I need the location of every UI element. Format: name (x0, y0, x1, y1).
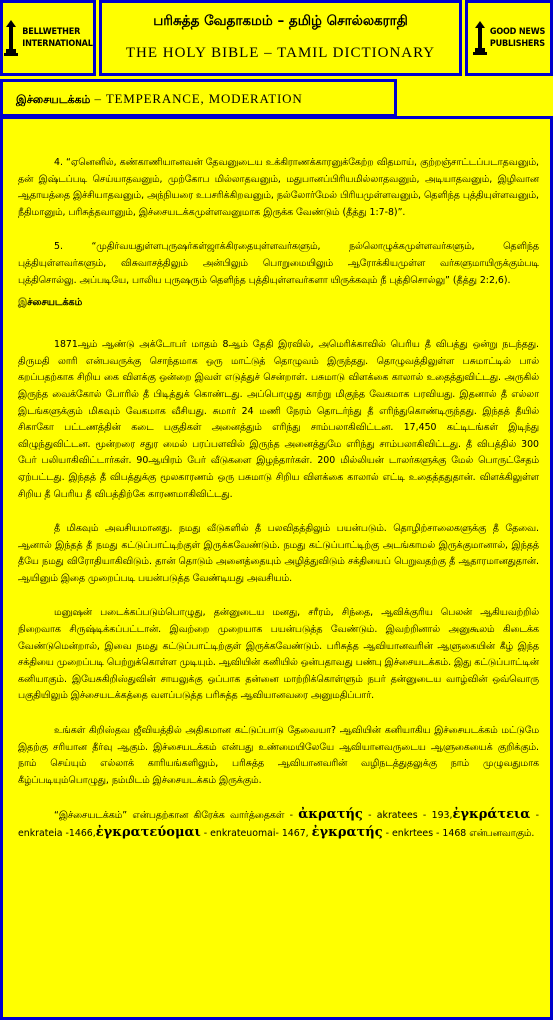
story-paragraph: 1871ஆம் ஆண்டு அக்டோபர் மாதம் 8ஆம் தேதி இரவில், அமெரிக்காவில் பெரிய தீ விபத்து ஒன்று நடந்தது. திருமதி லாரி என்பவருக்கு சொந்தமாக ஒரு மாட்டுத் தொழுவம் இருந்தது. தொழுவத்திலுள்ள பசுமாட்டில் பால் கறப்பதற்காக சிறிய கை விளக்கு ஒன்றை இவள் எடுத்துச் சென்றாள். பசுமாடு விளக்கை காலால் உதைத்துவிட்டது. அருகில் இருந்த வைக்கோல் போரில் தீ பிடித்துக் கொண்டது. அப்பொழுது காற்று மிகுந்த வேகமாக பரவியது. இதனால் தீ எல்லா இடங்களுக்கும் மிகவும் வேகமாக வீசியது. சுமார் 24 மணி நேரம் தொடர்ந்து தீ எரிந்துகொண்டிருந்தது. இந்தத் தீயில் சிகாகோ பட்டணத்தின் கடை பகுதிகள் அனைத்தும் எரிந்து சாம்பலாகிவிட்டன. 17,450 கட்டிடங்கள் இடிந்து விழுந்துவிட்டன. மூன்றரை சதுர மைல் பரப்பளவில் இருந்த அனைத்துமே எரிந்து சாம்பலாகிவிட்டது. தீ விபத்தில் 300 பேர் பலியாகிவிட்டார்கள். 90ஆயிரம் பேர் வீடுகளை இழந்தார்கள். 200 மில்லியன் டாலர்களுக்கு மேல் பொருட்சேதம் ஏற்பட்டது. இந்தத் தீ விபத்துக்கு மூலகாரணம் ஒரு பசுமாடு சிறிய விளக்கை காலால் எட்டி உதைத்ததுதான். விளக்கிலுள்ள சிறிய தீ பெரிய தீ விபத்திற்கே காரணமாகிவிட்டது. (18, 339, 539, 500)
topic-bar (0, 79, 397, 117)
greek-word-4: ἐγκρατής (311, 825, 383, 840)
translit-4: - enkrtees - 1468 என்பனவாகும். (382, 828, 535, 839)
topic-heading (16, 91, 303, 108)
logo-right-line1: GOOD NEWS (489, 27, 546, 37)
title-english: THE HOLY BIBLE – TAMIL DICTIONARY (125, 45, 436, 61)
title-tamil: பரிசுத்த வேதாகமம் – தமிழ் சொல்லகராதி (153, 13, 408, 29)
verse-paragraph-2: 5. “முதிர்வயதுள்ளபுருஷர்கள்ஜாக்கிரதையுள்ளவர்களும், நல்லொழுக்கமுள்ளவர்களும், தெளிந்த புத்தியுள்ளவர்களும், விசுவாசத்திலும் அன்பிலும் பொறுமையிலும் ஆரோக்கியமுள்ள வர்களுமாயிருக்கும்படி புத்திசொல்லு. அப்படியே, பாலிய புருஷரும் தெளிந்த புத்தியுள்ளவர்களா யிருக்கவும் நீ புத்திசொல்லு” (தீத்து 2:2,6). (18, 241, 539, 286)
greek-word-3: ἐγκρατεύομαι (95, 825, 201, 840)
topic-dash: – (90, 91, 106, 106)
logo-left-line1: BELLWETHER (22, 27, 81, 37)
greek-word-1: ἀκρατής (298, 807, 363, 823)
logo-left-line2: INTERNATIONAL (22, 39, 93, 49)
translit-2: - enkrateia -1466, (18, 810, 539, 839)
greek-word-2: ἐγκράτεια (452, 807, 531, 823)
translit-1: - akratees - 193, (362, 810, 453, 822)
greek-intro: “இச்சையடக்கம்” என்பதற்கான கிரேக்க வார்த்தைகள் - (54, 810, 299, 822)
translit-3: - enkrateuomai- 1467, (200, 828, 312, 839)
creation-paragraph: மனுஷன் படைக்கப்படும்பொழுது, தன்னுடைய மனது, சரீரம், சிந்தை, ஆவிக்குரிய பெலன் ஆகியவற்றில் நிறைவாக சிருஷ்டிக்கப்பட்டான். இவற்றை முறையாக பயன்படுத்த வேண்டும். இவற்றினால் அனுகூலம் கிடைக்க வேண்டுமென்றால், இவை நமது கட்டுப்பாட்டிற்குள் இருக்கவேண்டும். பரிசுத்த ஆவியானவரின் ஆளுகையின் கீழ் இந்த சக்தியை முறைப்படி பெற்றுக்கொள்ள முடியும். ஆவியின் கனியில் ஒன்பதாவது பண்பு இச்சையடக்கம். இது கட்டுப்பாட்டின் கனியாகும். இயேசுகிறிஸ்துவின் சாயலுக்கு ஒப்பாக தன்னை மாற்றிக்கொள்ளும் நபர் தன்னுடைய வாழ்வின் ஒவ்வொரு பகுதியிலும் இச்சையடக்கத்தை வளப்படுத்த பரிசுத்த ஆவியானவரை அனுமதிப்பார். (18, 607, 539, 702)
lamp-icon (3, 18, 19, 58)
content-area (0, 116, 553, 1020)
fire-paragraph: தீ மிகவும் அவசியமானது. நமது வீடுகளில் தீ பலவிதத்திலும் பயன்படும். தொழிற்சாலைகளுக்கு தீ தேவை. ஆனால் இந்தத் தீ நமது கட்டுப்பாட்டிற்குள் இருக்கவேண்டும். நமது கட்டுப்பாட்டிற்கு அடங்காமல் இருக்குமானால், இந்தத் தீயே நமது விரோதியாகிவிடும். தான் தொடும் அனைத்தையும் அழித்துவிடும் சக்தியைப் பெறுவதற்கு தீ ஆதாரமானதுதான். ஆயினும் இதை முறைப்படி பயன்படுத்த வேண்டியது அவசியம். (18, 523, 539, 584)
lamp-icon (473, 19, 487, 57)
control-paragraph: உங்கள் கிறிஸ்தவ ஜீவியத்தில் அதிகமான கட்டுப்பாடு தேவையா? ஆவியின் கனியாகிய இச்சையடக்கம் மட்டுமே இதற்கு சரியான தீர்வு ஆகும். இச்சையடக்கம் என்பது உண்மையிலேயே ஆவியானவருடைய ஆளுகையைக் குறிக்கும். நாம் செய்யும் எல்லாக் காரியங்களிலும், பரிசுத்த ஆவியானவரின் வழிநடத்துதலுக்கு நாம் முழுவதுமாக கீழ்ப்படியும்பொழுது, நம்மிடம் இச்சையடக்கம் இருக்கும். (18, 725, 539, 786)
section-subheading: இச்சையடக்கம் (18, 297, 83, 309)
topic-tamil: இச்சையடக்கம் (16, 93, 91, 106)
good-news-logo (465, 0, 553, 76)
bellwether-logo (0, 0, 96, 76)
verse-paragraph-1: 4. “ஏனெனில், கண்காணியானவன் தேவனுடைய உக்கிராணக்காரனுக்கேற்ற விதமாய், குற்றஞ்சாட்டப்படாதவனும், தன் இஷ்டப்படி செய்யாதவனும், முற்கோப மில்லாதவனும், மதுபானப்பிரியமில்லாதவனும், அடியாதவனும், இழிவான ஆதாயத்தை இச்சியாதவனும், அந்நியரை உபசரிக்கிறவனும், நல்லோர்மேல் பிரியமுள்ளவனும், தெளிந்த புத்தியுள்ளவனும், நீதிமானும், பரிசுத்தவானும், இச்சையடக்கமுள்ளவனுமாக இருக்க வேண்டும் (தீத்து 1:7-8)”. (18, 157, 539, 218)
header-title-box (99, 0, 462, 76)
logo-right-line2: PUBLISHERS (489, 39, 545, 49)
greek-words-paragraph (18, 807, 539, 842)
topic-english: TEMPERANCE, MODERATION (105, 91, 303, 106)
